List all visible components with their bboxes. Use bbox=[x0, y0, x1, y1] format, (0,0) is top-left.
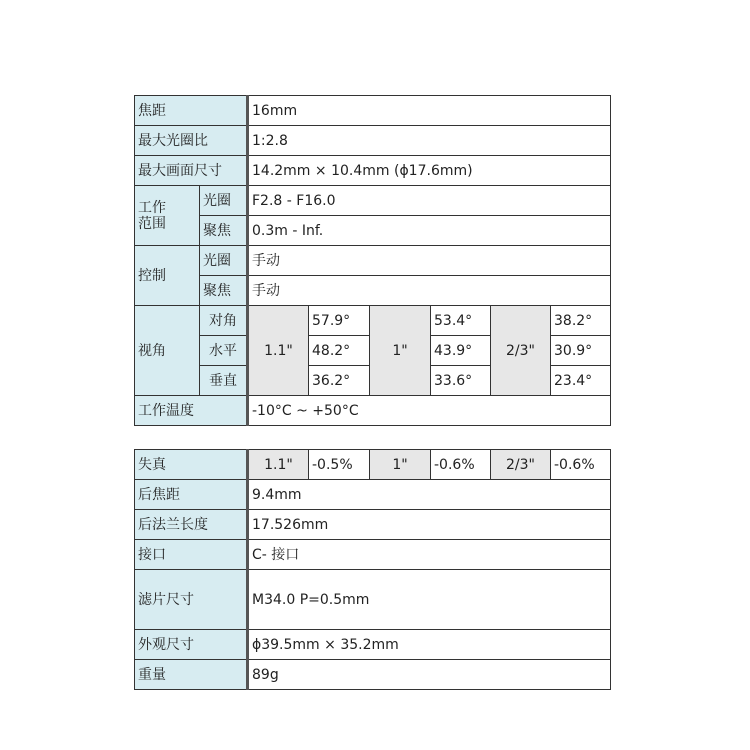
filter-size-label: 滤片尺寸 bbox=[135, 570, 248, 630]
control-focus-label: 聚焦 bbox=[200, 276, 248, 306]
row-working-range-focus bbox=[135, 216, 611, 246]
sensor-size-2: 1" bbox=[370, 306, 431, 396]
distortion-size-3: 2/3" bbox=[491, 450, 551, 480]
dimensions-value: ϕ39.5mm × 35.2mm bbox=[248, 630, 611, 660]
flange-length-label: 后法兰长度 bbox=[135, 510, 248, 540]
angle-value: 33.6° bbox=[431, 366, 491, 396]
max-aperture-label: 最大光圈比 bbox=[135, 126, 248, 156]
view-angle-row-diagonal: 对角 bbox=[200, 306, 248, 336]
distortion-value-2: -0.6% bbox=[431, 450, 491, 480]
distortion-label: 失真 bbox=[135, 450, 248, 480]
weight-label: 重量 bbox=[135, 660, 248, 690]
control-aperture-value: 手动 bbox=[248, 246, 611, 276]
operating-temp-value: -10°C ~ +50°C bbox=[248, 396, 611, 426]
operating-temp-label: 工作温度 bbox=[135, 396, 248, 426]
working-range-label-line2: 范围 bbox=[138, 215, 166, 232]
max-image-size-value: 14.2mm × 10.4mm (ϕ17.6mm) bbox=[248, 156, 611, 186]
working-range-focus-value: 0.3m - Inf. bbox=[248, 216, 611, 246]
mount-label: 接口 bbox=[135, 540, 248, 570]
row-max-image-size bbox=[135, 156, 611, 186]
max-aperture-value: 1:2.8 bbox=[248, 126, 611, 156]
dimensions-label: 外观尺寸 bbox=[135, 630, 248, 660]
distortion-size-1: 1.1" bbox=[248, 450, 309, 480]
row-dimensions bbox=[135, 630, 611, 660]
distortion-value-3: -0.6% bbox=[551, 450, 611, 480]
filter-size-value: M34.0 P=0.5mm bbox=[248, 570, 611, 630]
distortion-size-2: 1" bbox=[370, 450, 431, 480]
working-range-focus-label: 聚焦 bbox=[200, 216, 248, 246]
working-range-label-line1: 工作 bbox=[138, 199, 166, 216]
row-filter-size bbox=[135, 570, 611, 630]
angle-value: 53.4° bbox=[431, 306, 491, 336]
angle-value: 23.4° bbox=[551, 366, 611, 396]
angle-value: 43.9° bbox=[431, 336, 491, 366]
working-range-label bbox=[135, 186, 200, 246]
mount-value: C- 接口 bbox=[248, 540, 611, 570]
row-back-focal bbox=[135, 480, 611, 510]
view-angle-label: 视角 bbox=[135, 306, 200, 396]
working-range-aperture-value: F2.8 - F16.0 bbox=[248, 186, 611, 216]
row-view-angle-diagonal bbox=[135, 306, 611, 336]
back-focal-label: 后焦距 bbox=[135, 480, 248, 510]
flange-length-value: 17.526mm bbox=[248, 510, 611, 540]
focal-length-value: 16mm bbox=[248, 96, 611, 126]
lens-spec-table bbox=[134, 95, 611, 426]
distortion-value-1: -0.5% bbox=[309, 450, 370, 480]
row-weight bbox=[135, 660, 611, 690]
control-aperture-label: 光圈 bbox=[200, 246, 248, 276]
weight-value: 89g bbox=[248, 660, 611, 690]
control-focus-value: 手动 bbox=[248, 276, 611, 306]
sensor-size-1: 1.1" bbox=[248, 306, 309, 396]
control-label: 控制 bbox=[135, 246, 200, 306]
working-range-aperture-label: 光圈 bbox=[200, 186, 248, 216]
row-control-aperture bbox=[135, 246, 611, 276]
angle-value: 38.2° bbox=[551, 306, 611, 336]
angle-value: 48.2° bbox=[309, 336, 370, 366]
angle-value: 30.9° bbox=[551, 336, 611, 366]
row-max-aperture bbox=[135, 126, 611, 156]
back-focal-value: 9.4mm bbox=[248, 480, 611, 510]
lens-spec-table-2 bbox=[134, 449, 611, 690]
row-mount bbox=[135, 540, 611, 570]
angle-value: 36.2° bbox=[309, 366, 370, 396]
sensor-size-3: 2/3" bbox=[491, 306, 551, 396]
row-operating-temp bbox=[135, 396, 611, 426]
row-control-focus bbox=[135, 276, 611, 306]
row-flange-length bbox=[135, 510, 611, 540]
focal-length-label: 焦距 bbox=[135, 96, 248, 126]
row-focal-length bbox=[135, 96, 611, 126]
max-image-size-label: 最大画面尺寸 bbox=[135, 156, 248, 186]
row-working-range-aperture bbox=[135, 186, 611, 216]
view-angle-row-vertical: 垂直 bbox=[200, 366, 248, 396]
row-distortion bbox=[135, 450, 611, 480]
angle-value: 57.9° bbox=[309, 306, 370, 336]
view-angle-row-horizontal: 水平 bbox=[200, 336, 248, 366]
